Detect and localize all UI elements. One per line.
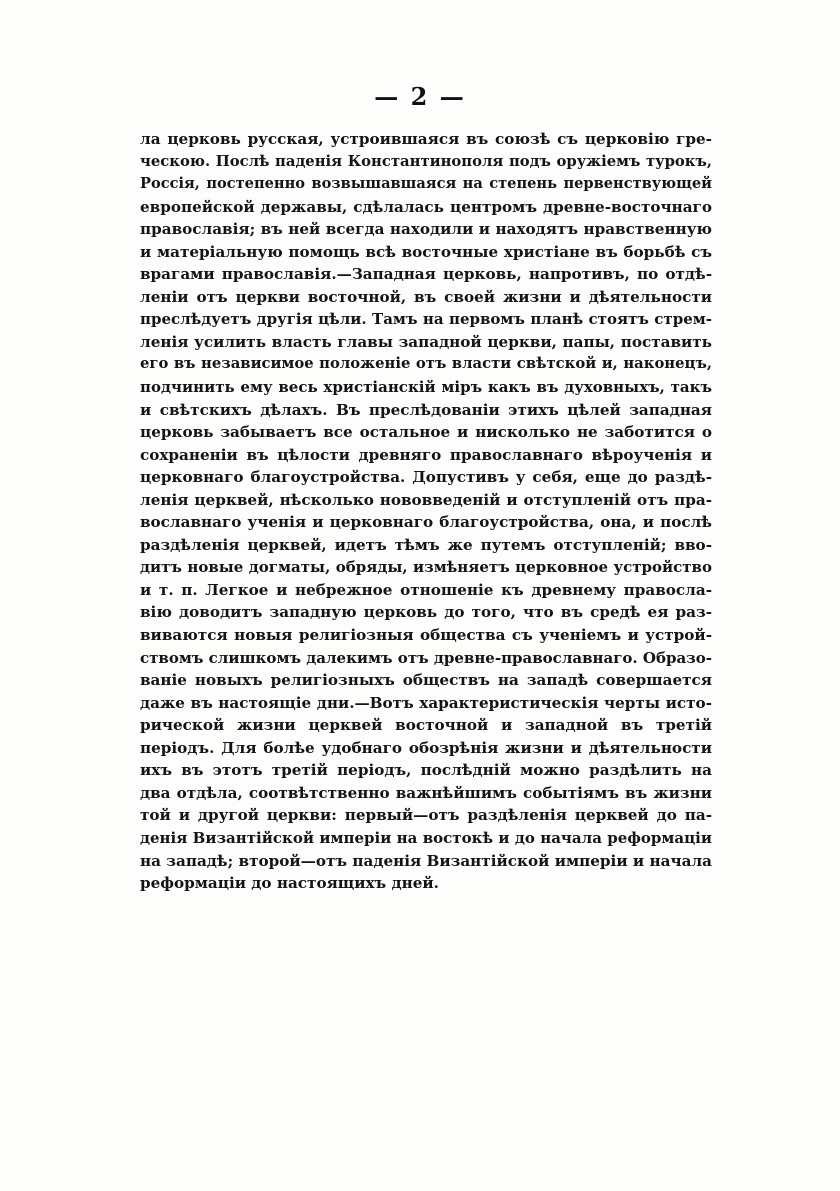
text-line: ческою. Послѣ паденія Константинополя подъ оружіемъ турокъ, bbox=[140, 152, 712, 170]
text-line: денія Византійской имперіи на востокѣ и до начала реформаціи bbox=[140, 828, 712, 847]
text-line: врагами православія.—Западная церковь, напротивъ, по отдѣ- bbox=[140, 265, 712, 284]
text-line: церковь забываетъ все остальное и нисколько не заботится о bbox=[140, 423, 712, 442]
body-text bbox=[140, 128, 712, 895]
text-line: ихъ въ этотъ третій періодъ, послѣдній можно раздѣлить на bbox=[140, 761, 712, 780]
text-line: преслѣдуетъ другія цѣли. Тамъ на первомъ планѣ стоятъ стрем- bbox=[140, 310, 712, 329]
text-line: церковнаго благоустройства. Допустивъ у себя, еще до раздѣ- bbox=[140, 468, 712, 487]
page-number: — 2 — bbox=[374, 82, 466, 111]
text-line: дитъ новые догматы, обряды, измѣняетъ церковное устройство bbox=[140, 558, 712, 577]
text-line: подчинить ему весь христіанскій міръ какъ въ духовныхъ, такъ bbox=[140, 378, 712, 397]
text-line: два отдѣла, соотвѣтственно важнѣйшимъ событіямъ въ жизни bbox=[140, 783, 712, 802]
text-line: и свѣтскихъ дѣлахъ. Въ преслѣдованіи этихъ цѣлей западная bbox=[140, 400, 712, 419]
text-line: виваются новыя религіозныя общества съ ученіемъ и устрой- bbox=[140, 626, 712, 645]
text-line: православія; въ ней всегда находили и находятъ нравственную bbox=[140, 220, 712, 239]
text-line: вославнаго ученія и церковнаго благоустройства, она, и послѣ bbox=[140, 513, 712, 532]
text-line: ваніе новыхъ религіозныхъ обществъ на западѣ совершается bbox=[140, 671, 712, 690]
text-line: ленія усилить власть главы западной церкви, папы, поставить bbox=[140, 332, 712, 351]
text-line: его въ независимое положеніе отъ власти свѣтской и, наконецъ, bbox=[140, 355, 712, 373]
text-line: вію доводитъ западную церковь до того, что въ средѣ ея раз- bbox=[140, 603, 712, 622]
text-line: и матеріальную помощь всѣ восточные христіане въ борьбѣ съ bbox=[140, 242, 712, 261]
text-line: на западѣ; второй—отъ паденія Византійской имперіи и начала bbox=[140, 851, 712, 870]
text-line: той и другой церкви: первый—отъ раздѣленія церквей до па- bbox=[140, 806, 712, 825]
text-line: Россія, постепенно возвышавшаяся на степень первенствующей bbox=[140, 175, 712, 193]
text-line: даже въ настоящіе дни.—Вотъ характеристическія черты исто- bbox=[140, 693, 712, 712]
text-line: европейской державы, сдѣлалась центромъ древне-восточнаго bbox=[140, 197, 712, 216]
text-line: рической жизни церквей восточной и западной въ третій bbox=[140, 716, 712, 735]
text-line: ла церковь русская, устроившаяся въ союзѣ съ церковію гре- bbox=[140, 130, 712, 148]
text-line: ствомъ слишкомъ далекимъ отъ древне-православнаго. Образо- bbox=[140, 648, 712, 667]
text-line: раздѣленія церквей, идетъ тѣмъ же путемъ отступленій; вво- bbox=[140, 535, 712, 554]
text-line: и т. п. Легкое и небрежное отношеніе къ древнему правосла- bbox=[140, 580, 712, 599]
text-line: реформаціи до настоящихъ дней. bbox=[140, 874, 439, 893]
text-line: леніи отъ церкви восточной, въ своей жизни и дѣятельности bbox=[140, 287, 712, 306]
text-line: періодъ. Для болѣе удобнаго обозрѣнія жизни и дѣятельности bbox=[140, 738, 712, 757]
text-line: ленія церквей, нѣсколько нововведеній и отступленій отъ пра- bbox=[140, 490, 712, 509]
text-line: сохраненіи въ цѣлости древняго православнаго вѣроученія и bbox=[140, 445, 712, 464]
